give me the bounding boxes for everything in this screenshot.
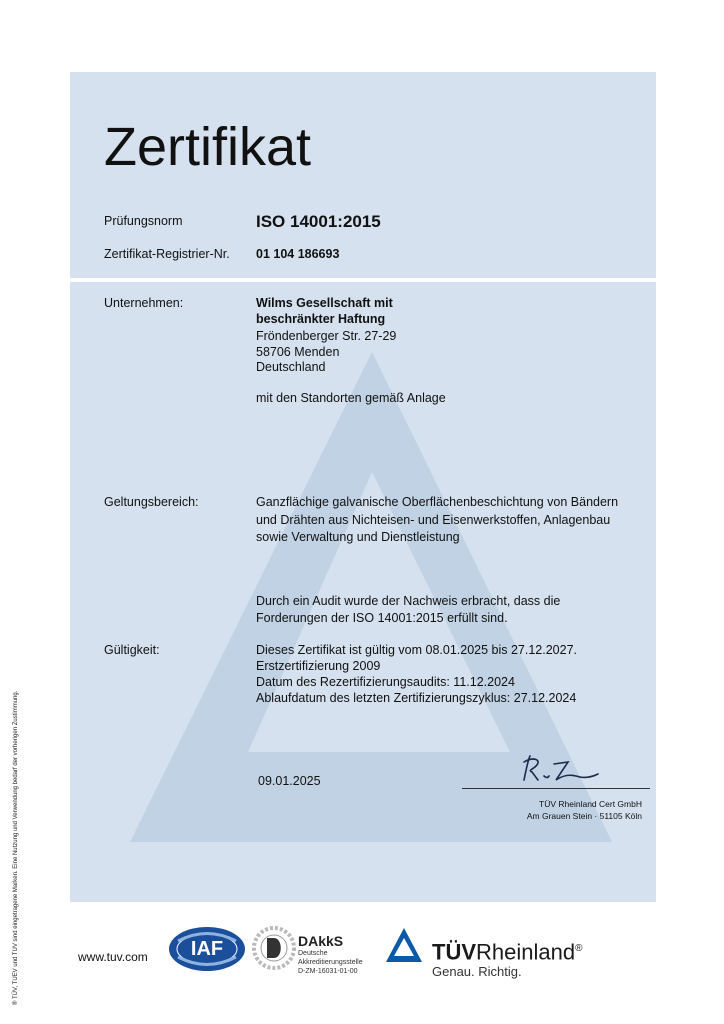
issuer-name: TÜV Rheinland Cert GmbH (539, 799, 642, 809)
dakks-line1: Deutsche (298, 950, 328, 957)
dakks-line3: D-ZM-16031-01-00 (298, 968, 358, 975)
validity-line1: Dieses Zertifikat ist gültig vom 08.01.2025 bis 27.12.2027. (256, 643, 578, 657)
scope-line3: sowie Verwaltung und Dienstleistung (256, 530, 460, 544)
trademark-note: ® TÜV, TUEV und TUV sind eingetragene Marken. Eine Nutzung und Verwendung bedarf der vorherigen Zustimmung. (13, 690, 19, 1005)
company-country: Deutschland (256, 360, 326, 374)
tuv-brand-bold: TÜV (432, 939, 476, 965)
issuer-address: Am Grauen Stein · 51105 Köln (526, 811, 642, 821)
tuv-registered-mark: ® (575, 943, 583, 954)
company-street: Fröndenberger Str. 27-29 (256, 329, 397, 343)
dakks-emblem (252, 924, 296, 972)
company-name-line2: beschränkter Haftung (256, 312, 386, 326)
standard-label: Prüfungsnorm (104, 214, 183, 228)
iaf-logo (168, 926, 246, 977)
company-name-line1: Wilms Gesellschaft mit (256, 296, 393, 310)
audit-line2: Forderungen der ISO 14001:2015 erfüllt sind. (256, 611, 508, 625)
tuv-brand (432, 936, 582, 965)
dakks-name: DAkkS (298, 933, 344, 949)
standard-value: ISO 14001:2015 (256, 212, 381, 231)
validity-line3: Datum des Rezertifizierungsaudits: 11.12.2024 (256, 675, 515, 689)
certificate-title: Zertifikat (104, 117, 312, 177)
tuv-slogan: Genau. Richtig. (432, 964, 522, 979)
signature-line (462, 788, 650, 789)
tuv-triangle-logo (384, 926, 424, 964)
tuv-brand-rest: Rheinland (476, 939, 576, 965)
scope-label: Geltungsbereich: (104, 495, 199, 509)
sites-note: mit den Standorten gemäß Anlage (256, 391, 446, 405)
registry-value: 01 104 186693 (256, 247, 340, 261)
validity-label: Gültigkeit: (104, 643, 160, 657)
website-link[interactable]: www.tuv.com (78, 950, 148, 964)
registry-label: Zertifikat-Registrier-Nr. (104, 247, 230, 261)
validity-line4: Ablaufdatum des letzten Zertifizierungszyklus: 27.12.2024 (256, 691, 577, 705)
company-label: Unternehmen: (104, 296, 184, 310)
scope-line1: Ganzflächige galvanische Oberflächenbeschichtung von Bändern (256, 495, 619, 509)
dakks-line2: Akkreditierungsstelle (298, 959, 363, 966)
company-city: 58706 Menden (256, 345, 340, 359)
validity-line2: Erstzertifizierung 2009 (256, 659, 381, 673)
audit-line1: Durch ein Audit wurde der Nachweis erbracht, dass die (256, 594, 561, 608)
issue-date: 09.01.2025 (258, 774, 321, 788)
dakks-logo-text (298, 933, 363, 976)
signature (516, 752, 602, 788)
scope-line2: und Drähten aus Nichteisen- und Eisenwerkstoffen, Anlagenbau (256, 513, 611, 527)
iaf-text: IAF (190, 938, 224, 960)
